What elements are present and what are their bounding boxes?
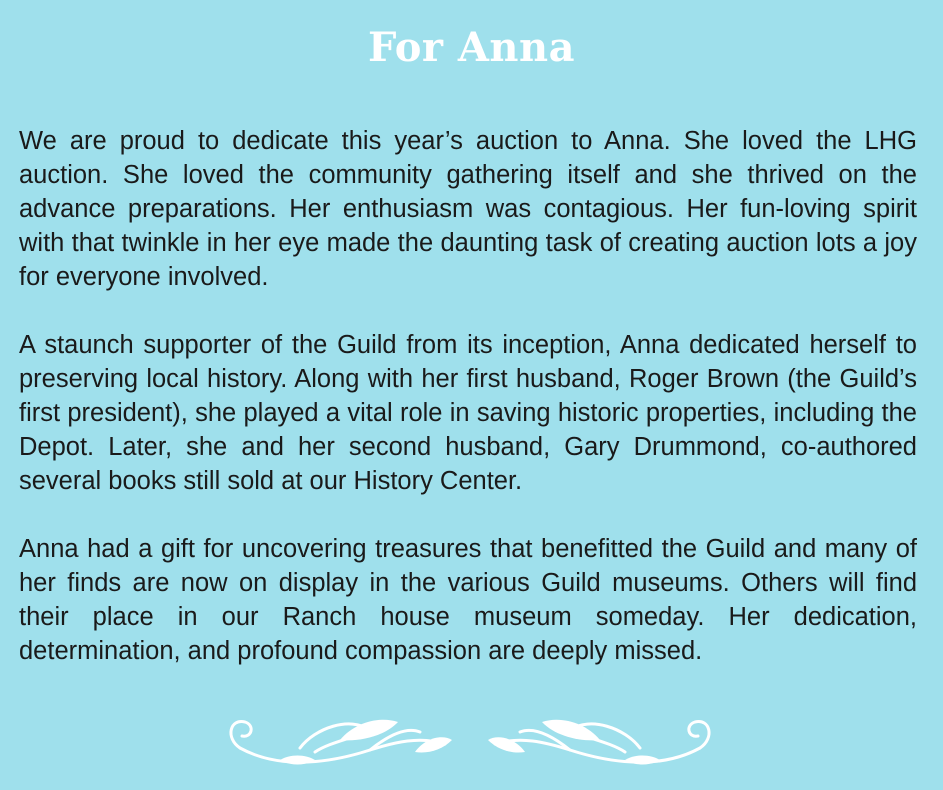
paragraph-3: Anna had a gift for uncovering treasures that benefitted the Guild and many of her finds are now on display in the various Guild museums. Others will find their place in our Ranch house museum someday. Her dedication, determination, and profound compassion are deeply missed. xyxy=(19,535,917,665)
flourish-divider-icon xyxy=(220,708,720,778)
paragraph-1: We are proud to dedicate this year’s auction to Anna. She loved the LHG auction. She loved the community gathering itself and she thrived on the advance preparations. Her enthusiasm was contagious. Her fun-loving spirit with that twinkle in her eye made the daunting task of creating auction lots a joy for everyone involved. xyxy=(19,127,917,291)
paragraph-2: A staunch supporter of the Guild from its inception, Anna dedicated herself to preserving local history. Along with her first husband, Roger Brown (the Guild’s first president), she played a vital role in saving historic properties, including the Depot. Later, she and her second husband, Gary Drummond, co-authored several books still sold at our History Center. xyxy=(19,331,917,495)
dedication-body xyxy=(19,124,917,702)
page-title: For Anna xyxy=(367,24,575,71)
